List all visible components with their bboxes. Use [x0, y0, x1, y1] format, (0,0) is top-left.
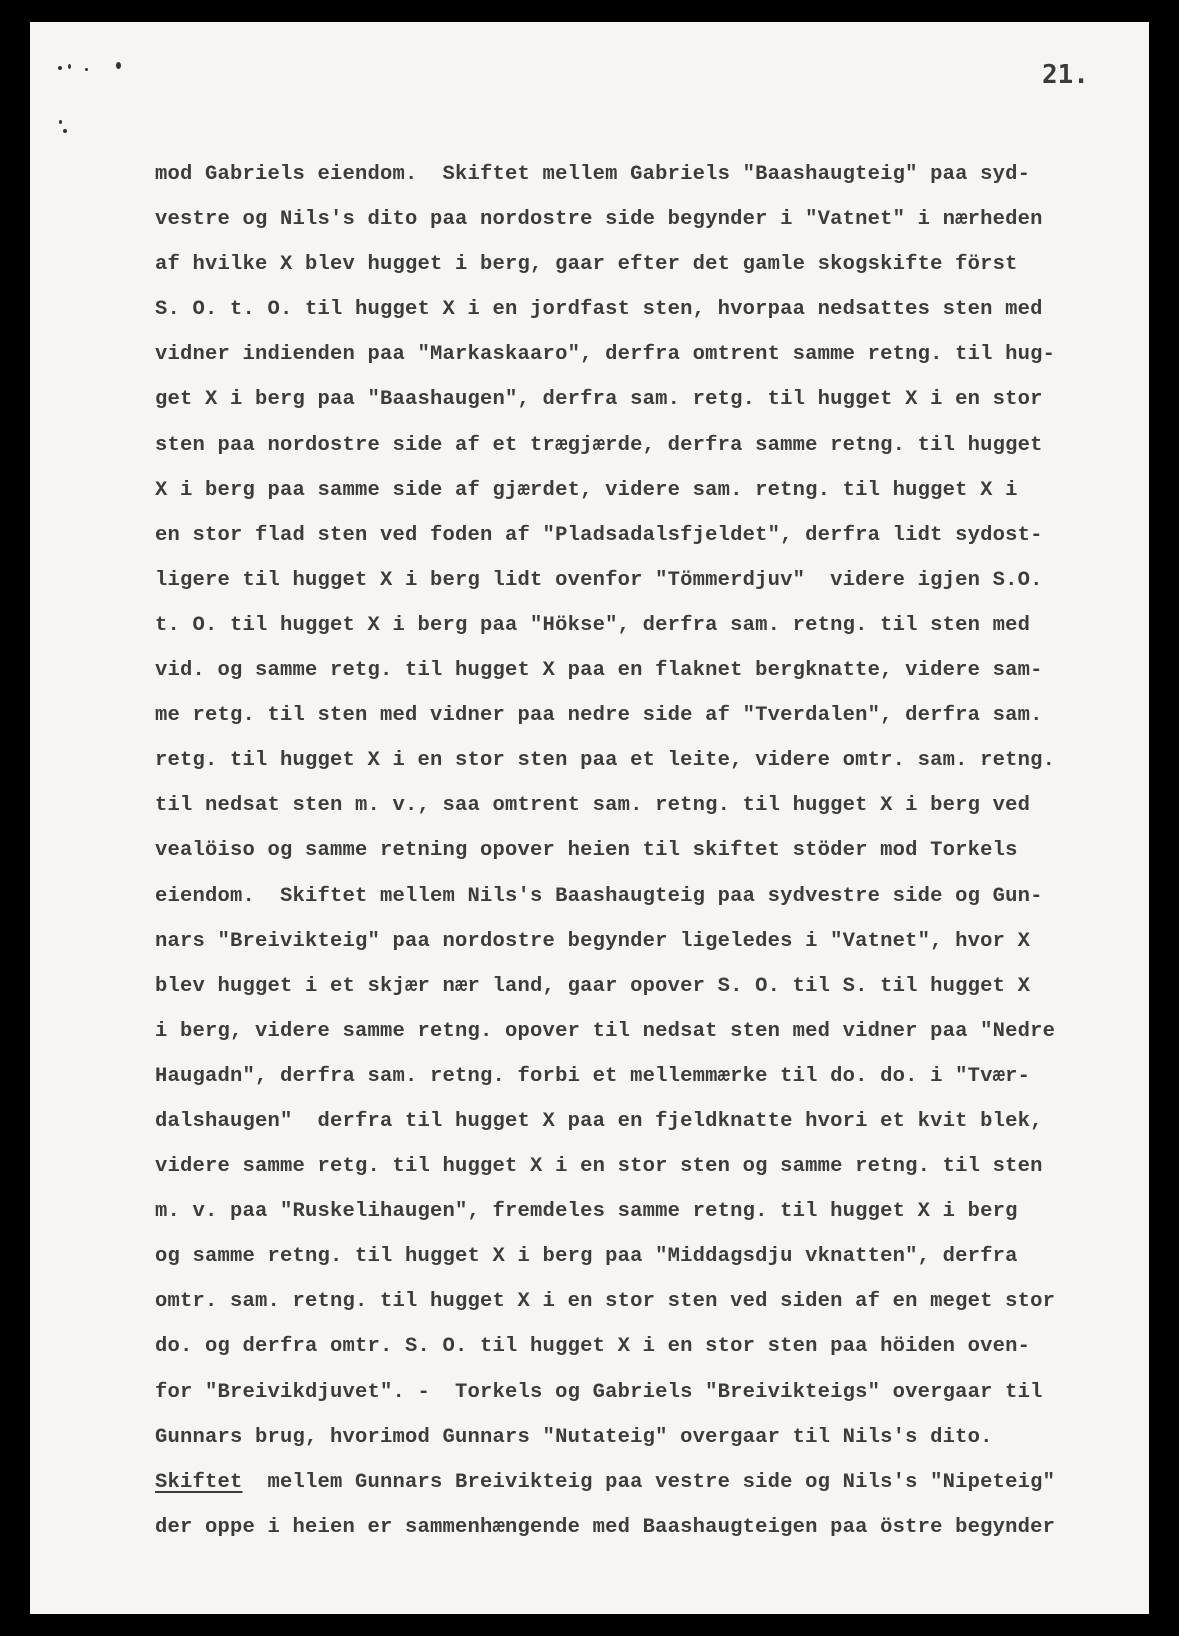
margin-mark	[116, 62, 121, 69]
text-line: X i berg paa samme side af gjærdet, videre sam. retng. til hugget X i	[155, 478, 1018, 502]
text-line: for "Breivikdjuvet". - Torkels og Gabriels "Breivikteigs" overgaar til	[155, 1380, 1043, 1404]
text-line: vid. og samme retg. til hugget X paa en flaknet bergknatte, videre sam-	[155, 659, 1043, 683]
text-line: der oppe i heien er sammenhængende med Baashaugteigen paa östre begynder	[155, 1515, 1056, 1539]
text-line-rest: mellem Gunnars Breivikteig paa vestre side og Nils's "Nipeteig"	[242, 1470, 1056, 1494]
text-line: Gunnars brug, hvorimod Gunnars "Nutateig" overgaar til Nils's dito.	[155, 1425, 993, 1449]
text-line: S. O. t. O. til hugget X i en jordfast sten, hvorpaa nedsattes sten med	[155, 298, 1043, 322]
text-line: do. og derfra omtr. S. O. til hugget X i en stor sten paa höiden oven-	[155, 1335, 1031, 1359]
text-line: ligere til hugget X i berg lidt ovenfor "Tömmerdjuv" videre igjen S.O.	[155, 568, 1043, 592]
text-line: dalshaugen" derfra til hugget X paa en fjeldknatte hvori et kvit blek,	[155, 1109, 1043, 1133]
text-line: sten paa nordostre side af et trægjærde, derfra samme retng. til hugget	[155, 433, 1043, 457]
text-line: blev hugget i et skjær nær land, gaar opover S. O. til S. til hugget X	[155, 974, 1031, 998]
text-line	[155, 1460, 1055, 1505]
text-line: t. O. til hugget X i berg paa "Hökse", derfra sam. retng. til sten med	[155, 613, 1031, 637]
margin-mark	[85, 68, 88, 71]
text-line: Haugadn", derfra sam. retng. forbi et mellemmærke til do. do. i "Tvær-	[155, 1064, 1031, 1088]
text-line: eiendom. Skiftet mellem Nils's Baashaugteig paa sydvestre side og Gun-	[155, 884, 1043, 908]
text-line: retg. til hugget X i en stor sten paa et leite, videre omtr. sam. retng.	[155, 749, 1056, 773]
text-line: mod Gabriels eiendom. Skiftet mellem Gabriels "Baashaugteig" paa syd-	[155, 163, 1031, 186]
margin-mark	[68, 64, 71, 69]
underlined-word: Skiftet	[155, 1470, 243, 1494]
text-line: vestre og Nils's dito paa nordostre side begynder i "Vatnet" i nærheden	[155, 208, 1043, 232]
margin-mark	[59, 120, 62, 124]
text-line: me retg. til sten med vidner paa nedre side af "Tverdalen", derfra sam.	[155, 704, 1043, 728]
text-line: af hvilke X blev hugget i berg, gaar efter det gamle skogskifte först	[155, 253, 1018, 277]
margin-mark	[58, 66, 62, 70]
text-line: og samme retng. til hugget X i berg paa "Middagsdju vknatten", derfra	[155, 1245, 1018, 1269]
page-number: 21.	[1042, 60, 1089, 90]
text-line: omtr. sam. retng. til hugget X i en stor sten ved siden af en meget stor	[155, 1290, 1056, 1314]
typed-text-body	[155, 152, 1055, 1550]
text-line: nars "Breivikteig" paa nordostre begynder ligeledes i "Vatnet", hvor X	[155, 929, 1031, 953]
text-line: vealöiso og samme retning opover heien til skiftet stöder mod Torkels	[155, 839, 1018, 863]
text-line: videre samme retg. til hugget X i en stor sten og samme retng. til sten	[155, 1155, 1043, 1179]
text-line: til nedsat sten m. v., saa omtrent sam. retng. til hugget X i berg ved	[155, 794, 1031, 818]
text-line: i berg, videre samme retng. opover til nedsat sten med vidner paa "Nedre	[155, 1019, 1056, 1043]
text-line: m. v. paa "Ruskelihaugen", fremdeles samme retng. til hugget X i berg	[155, 1200, 1018, 1224]
margin-mark	[63, 129, 67, 133]
text-line: en stor flad sten ved foden af "Pladsadalsfjeldet", derfra lidt sydost-	[155, 523, 1043, 547]
text-line: vidner indienden paa "Markaskaaro", derfra omtrent samme retng. til hug-	[155, 343, 1056, 367]
text-line: get X i berg paa "Baashaugen", derfra sam. retg. til hugget X i en stor	[155, 388, 1043, 412]
